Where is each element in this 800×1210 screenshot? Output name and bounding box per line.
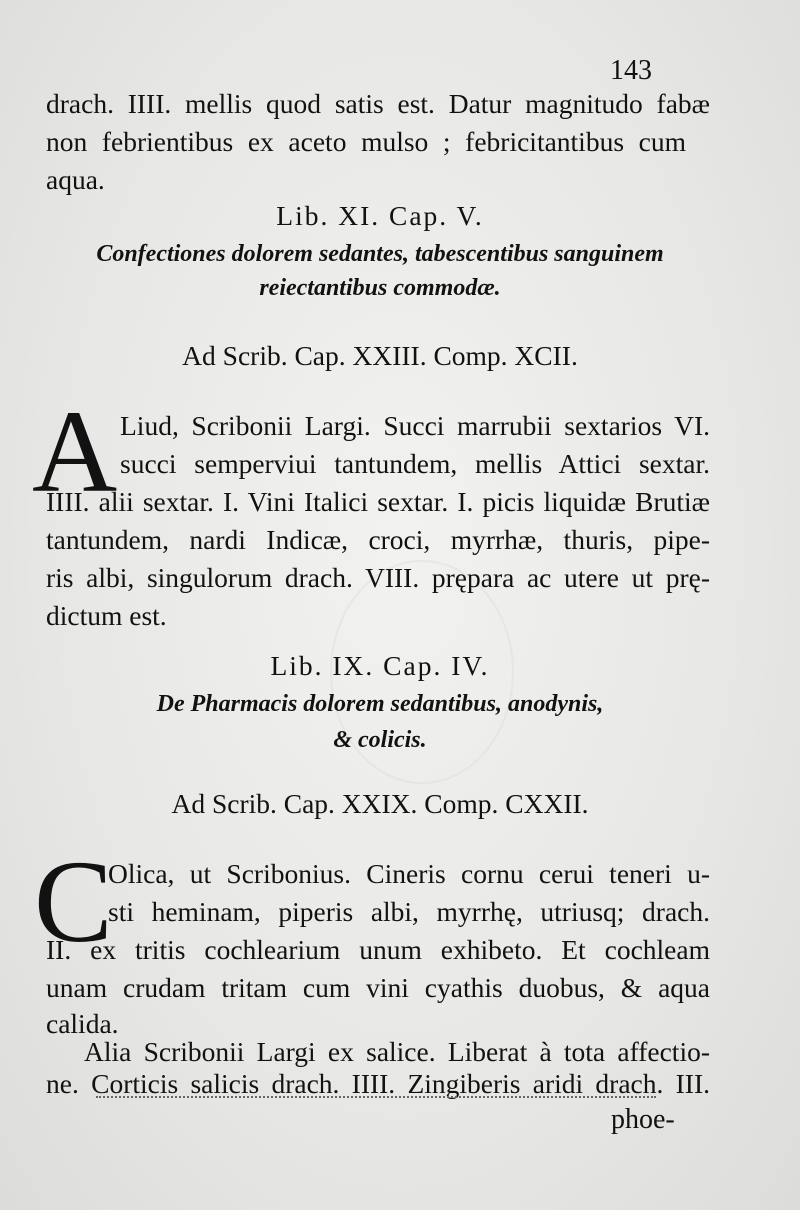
text-line: drach. IIII. mellis quod satis est. Datur magnitudo fabæ <box>46 88 710 119</box>
section-subtitle: & colicis. <box>333 727 427 753</box>
text-line: II. ex tritis cochlearium unum exhibeto. Et cochleam <box>46 934 710 965</box>
reference-line: Ad Scrib. Cap. XXIX. Comp. CXXII. <box>171 788 589 819</box>
section-subtitle: reiectantibus commodæ. <box>259 275 501 301</box>
section-heading: Lib. IX. Cap. IV. <box>270 650 490 681</box>
drop-cap: C <box>34 836 113 967</box>
text-line: ne. Corticis salicis drach. IIII. Zingiberis aridi drach. III. <box>46 1068 710 1099</box>
text-line: sti heminam, piperis albi, myrrhę, utriusq; drach. <box>108 896 710 927</box>
text-line: Alia Scribonii Largi ex salice. Liberat à tota affectio- <box>84 1036 710 1067</box>
page-number: 143 <box>610 55 652 86</box>
text-line: aqua. <box>46 164 105 195</box>
text-line: Olica, ut Scribonius. Cineris cornu cerui teneri u- <box>108 858 710 889</box>
reference-line: Ad Scrib. Cap. XXIII. Comp. XCII. <box>182 340 578 371</box>
text-line: succi semperviui tantundem, mellis Attici sextar. <box>120 448 710 479</box>
section-subtitle: De Pharmacis dolorem sedantibus, anodynis, <box>156 691 604 717</box>
text-line: calida. <box>46 1008 119 1039</box>
section-heading: Lib. XI. Cap. V. <box>276 200 484 231</box>
catchword: phoe- <box>611 1104 675 1135</box>
text-line: tantundem, nardi Indicæ, croci, myrrhæ, thuris, pipe- <box>46 524 710 555</box>
text-line: non febrientibus ex aceto mulso ; febricitantibus cum <box>46 126 686 157</box>
section-subtitle: Confectiones dolorem sedantes, tabescentibus sanguinem <box>96 241 664 267</box>
text-line: unam crudam tritam cum vini cyathis duobus, & aqua <box>46 972 710 1003</box>
underline-dots <box>96 1096 656 1098</box>
text-line: Liud, Scribonii Largi. Succi marrubii sextarios VI. <box>120 410 710 441</box>
drop-cap: A <box>32 386 118 517</box>
text-line: ris albi, singulorum drach. VIII. prępara ac utere ut prę- <box>46 562 710 593</box>
text-line: IIII. alii sextar. I. Vini Italici sextar. I. picis liquidæ Brutiæ <box>46 486 710 517</box>
text-line: dictum est. <box>46 600 167 631</box>
